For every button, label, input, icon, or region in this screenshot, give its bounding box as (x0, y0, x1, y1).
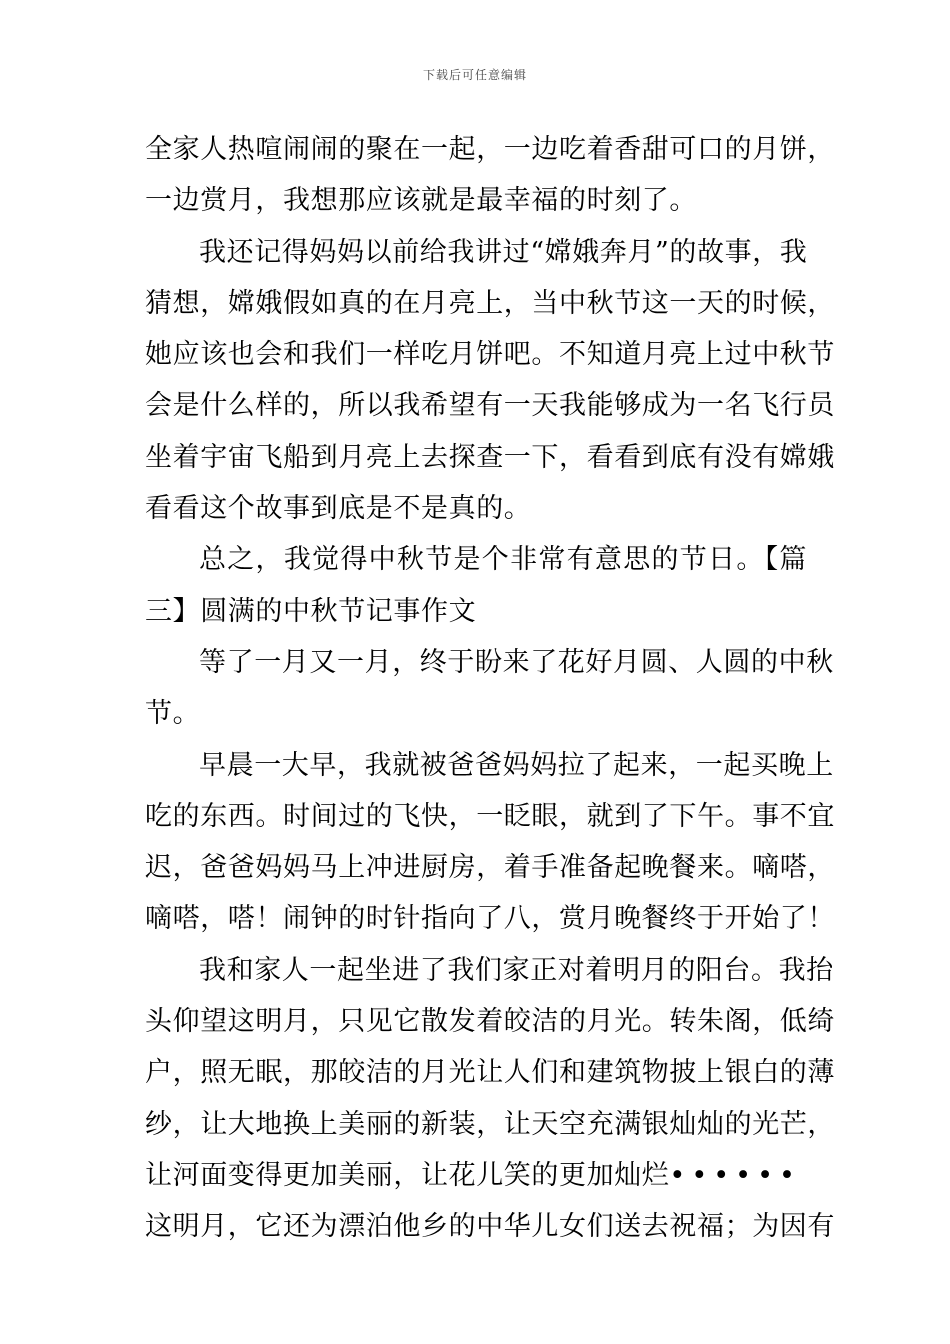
paragraph-start-line: 我还记得妈妈以前给我讲过“嫦娥奔月”的故事，我 (199, 236, 808, 268)
text-line: 户，照无眠，那皎洁的月光让人们和建筑物披上银白的薄 (145, 1057, 835, 1089)
text-line: 猜想，嫦娥假如真的在月亮上，当中秋节这一天的时候， (145, 287, 835, 319)
text-line-content: 让河面变得更加美丽，让花儿笑的更加灿烂 (145, 1159, 670, 1191)
section-title-line: 三】圆满的中秋节记事作文 (145, 595, 477, 627)
text-line: 一边赏月，我想那应该就是最幸福的时刻了。 (145, 185, 697, 217)
text-line-with-ellipsis (145, 1150, 807, 1201)
ellipsis-dots: •••••• (669, 1159, 801, 1191)
text-line: 她应该也会和我们一样吃月饼吧。不知道月亮上过中秋节 (145, 339, 835, 371)
text-line: 坐着宇宙飞船到月亮上去探查一下，看看到底有没有嫦娥 (145, 441, 835, 473)
text-line: 这明月，它还为漂泊他乡的中华儿女们送去祝福；为因有 (145, 1211, 835, 1243)
text-line: 纱，让大地换上美丽的新装，让天空充满银灿灿的光芒， (145, 1108, 835, 1140)
paragraph-start-line: 我和家人一起坐进了我们家正对着明月的阳台。我抬 (199, 954, 834, 986)
page-header-note: 下载后可任意编辑 (422, 68, 527, 82)
document-body (145, 124, 835, 1253)
paragraph-start-line: 等了一月又一月，终于盼来了花好月圆、人圆的中秋 (199, 646, 834, 678)
text-line: 全家人热喧闹闹的聚在一起，一边吃着香甜可口的月饼， (145, 134, 835, 165)
text-line: 迟，爸爸妈妈马上冲进厨房，着手准备起晚餐来。嘀嗒， (145, 852, 835, 884)
paragraph-start-line: 早晨一大早，我就被爸爸妈妈拉了起来，一起买晚上 (199, 749, 834, 781)
text-line: 看看这个故事到底是不是真的。 (145, 493, 532, 525)
text-line: 会是什么样的，所以我希望有一天我能够成为一名飞行员 (145, 390, 835, 422)
text-line: 嘀嗒，嗒！闹钟的时针指向了八，赏月晚餐终于开始了！ (145, 903, 835, 935)
paragraph-start-line: 总之，我觉得中秋节是个非常有意思的节日。【篇 (199, 544, 807, 576)
text-line: 吃的东西。时间过的飞快，一眨眼，就到了下午。事不宜 (145, 800, 835, 832)
text-line: 节。 (145, 698, 201, 730)
text-line: 头仰望这明月，只见它散发着皎洁的月光。转朱阁，低绮 (145, 1006, 835, 1038)
